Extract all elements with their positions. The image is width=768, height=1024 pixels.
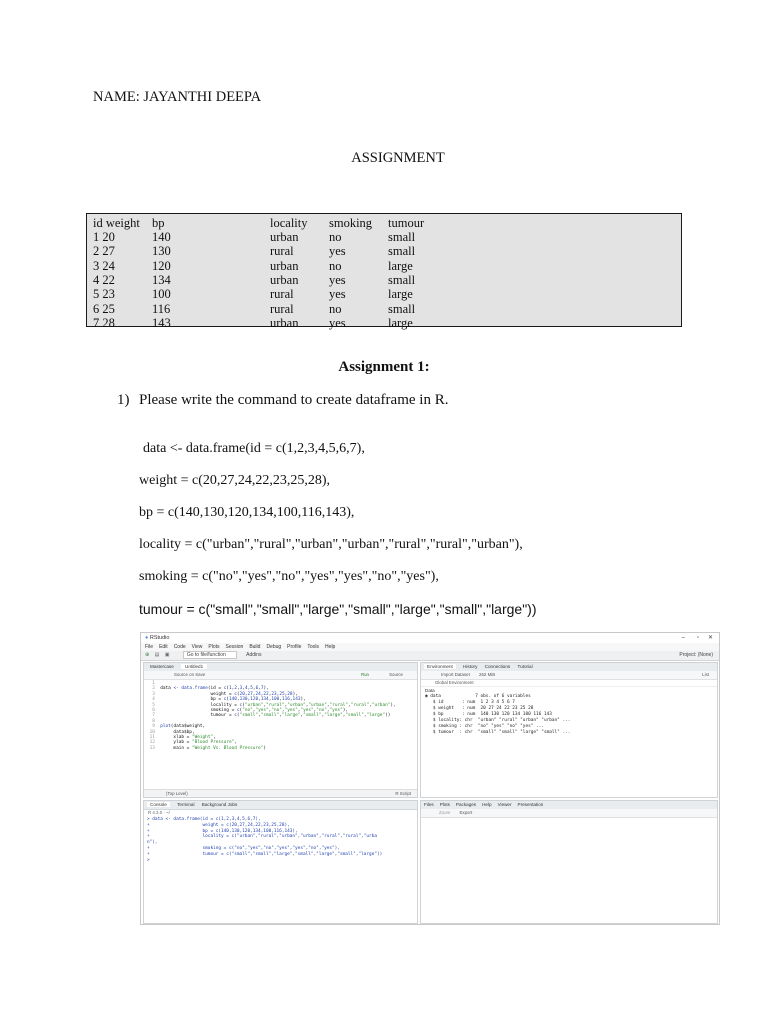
table-cell-bp: 120 — [152, 258, 171, 273]
table-cell-id-weight: 3 24 — [93, 258, 115, 273]
console-line: + locality = c("urban","rural","urban","urban","rural","rural","urba — [147, 834, 377, 840]
console-tabs — [144, 801, 417, 810]
console-line: n"), — [147, 840, 158, 846]
menu-item-debug[interactable]: Debug — [266, 644, 282, 650]
environment-object[interactable]: ◉ data 7 obs. of 6 variables — [425, 694, 531, 699]
environment-variable: $ bp : num 140 130 120 134 100 116 143 — [425, 712, 552, 717]
tab-history[interactable]: History — [463, 664, 478, 669]
editor-line: 4 bp = c(140,130,120,134,100,116,143), — [147, 697, 306, 703]
table-cell-id-weight: 2 27 — [93, 244, 115, 259]
table-cell-smoking: yes — [329, 287, 346, 302]
close-icon[interactable]: ✕ — [707, 635, 713, 641]
menu-item-build[interactable]: Build — [249, 644, 261, 650]
tab-mastercase[interactable]: Mastercase — [150, 664, 174, 669]
menu-item-code[interactable]: Code — [173, 644, 186, 650]
code-line-3: bp = c(140,130,120,134,100,116,143), — [139, 505, 355, 520]
question-1 — [117, 392, 448, 409]
console-line: > data <- data.frame(id = c(1,2,3,4,5,6,7), — [147, 817, 261, 822]
table-cell-tumour: small — [388, 244, 416, 259]
environment-variable: $ locality: chr "urban" "rural" "urban" "urban" ... — [425, 718, 571, 723]
minimize-icon[interactable]: – — [681, 635, 685, 641]
maximize-icon[interactable]: ▫ — [696, 635, 699, 641]
line-number: 6 — [147, 708, 161, 713]
table-cell-tumour: small — [388, 230, 416, 244]
code-line-6: tumour = c("small","small","large","small","large","small","large")) — [139, 601, 537, 617]
table-cell-locality: urban — [270, 258, 299, 273]
line-number: 9 — [147, 724, 161, 730]
editor-line: 3 weight = c(20,27,24,22,23,25,28), — [147, 691, 298, 697]
console-line: + weight = c(20,27,24,22,23,25,28), — [147, 822, 290, 828]
assignment-heading: ASSIGNMENT — [351, 150, 445, 166]
table-cell-tumour: large — [388, 315, 413, 330]
menu-item-session[interactable]: Session — [225, 644, 244, 650]
rstudio-logo-icon: ● — [145, 635, 149, 641]
source-button[interactable]: Source — [389, 672, 403, 677]
tab-help[interactable]: Help — [482, 802, 492, 807]
table-cell-smoking: yes — [329, 315, 346, 330]
menu-item-help[interactable]: Help — [325, 644, 336, 650]
open-file-icon[interactable]: ▤ — [154, 652, 160, 658]
table-cell-tumour: small — [388, 272, 416, 287]
tab-connections[interactable]: Connections — [484, 664, 511, 669]
go-to-file-input[interactable]: Go to file/function — [183, 651, 237, 659]
editor-line: 6 smoking = c("no","yes","no","yes","yes","no","yes"), — [147, 708, 349, 713]
table-cell-bp: 100 — [152, 287, 171, 302]
rstudio-titlebar — [141, 633, 719, 643]
code-line-4: locality = c("urban","rural","urban","urban","rural","rural","urban"), — [139, 537, 523, 552]
editor-line: 13 main = "Weight Vs. Blood Pressure") — [147, 745, 266, 751]
table-cell-tumour: large — [388, 258, 413, 273]
table-cell-locality: urban — [270, 272, 299, 287]
editor-line: 9 plot(data$weight, — [147, 724, 206, 730]
line-number: 10 — [147, 729, 161, 735]
rstudio-screenshot — [140, 632, 720, 925]
global-environment-dropdown[interactable]: Global Environment — [435, 680, 474, 685]
console-line: + bp = c(140,130,120,134,100,116,143), — [147, 828, 298, 834]
col-header-locality: locality — [270, 216, 308, 230]
line-number: 13 — [147, 745, 161, 751]
editor-line: 12 ylab = "Blood Pressure", — [147, 740, 237, 746]
table-cell-id-weight: 6 25 — [93, 301, 115, 316]
table-cell-locality: urban — [270, 230, 299, 244]
editor-statusbar — [144, 789, 417, 797]
console-line: + smoking = c("no","yes","no","yes","yes","no","yes"), — [147, 846, 340, 851]
table-cell-id-weight: 1 20 — [93, 230, 115, 244]
menu-item-file[interactable]: File — [145, 644, 154, 650]
console-line: + tumour = c("small","small","large","small","large","small","large")) — [147, 851, 383, 857]
environment-pane — [420, 662, 718, 798]
tab-files[interactable]: Files — [424, 802, 434, 807]
environment-scope-bar — [421, 679, 717, 687]
tab-console[interactable]: Console — [147, 802, 170, 807]
environment-variable: $ id : num 1 2 3 4 5 6 7 — [425, 700, 515, 705]
environment-section-data: Data — [425, 688, 435, 693]
import-dataset-button[interactable]: Import Dataset — [441, 672, 470, 677]
memory-usage[interactable]: 262 MiB — [479, 672, 496, 677]
table-cell-tumour: small — [388, 301, 416, 316]
tab-viewer[interactable]: Viewer — [497, 802, 512, 807]
col-header-smoking: smoking — [329, 216, 373, 230]
save-icon[interactable]: ▣ — [164, 652, 170, 658]
code-line-2: weight = c(20,27,24,22,23,25,28), — [139, 473, 331, 488]
col-header-bp: bp — [152, 216, 165, 230]
table-cell-id-weight: 7 28 — [93, 315, 115, 330]
tab-background-jobs[interactable]: Background Jobs — [201, 802, 238, 807]
menu-item-edit[interactable]: Edit — [159, 644, 168, 650]
tab-tutorial[interactable]: Tutorial — [517, 664, 533, 669]
line-number: 7 — [147, 713, 161, 719]
project-menu[interactable]: Project: (None) — [679, 652, 713, 658]
new-file-icon[interactable]: ⊕ — [145, 652, 150, 658]
table-cell-smoking: yes — [329, 244, 346, 259]
files-pane — [420, 800, 718, 924]
table-cell-locality: rural — [270, 244, 294, 259]
table-cell-smoking: no — [329, 258, 342, 273]
environment-variable: $ weight : num 20 27 24 22 23 25 28 — [425, 706, 534, 711]
table-cell-tumour: large — [388, 287, 413, 302]
data-table — [86, 213, 682, 330]
line-number: 1 — [147, 681, 161, 686]
table-cell-smoking: no — [329, 230, 342, 244]
source-on-save-checkbox[interactable]: Source on Save — [174, 672, 206, 677]
plots-toolbar — [421, 809, 717, 818]
tab-packages[interactable]: Packages — [455, 802, 477, 807]
editor-line: 2 data <- data.frame(id = c(1,2,3,4,5,6,7), — [147, 686, 269, 692]
run-button[interactable]: Run — [360, 672, 369, 677]
col-header-tumour: tumour — [388, 216, 425, 230]
list-view-toggle[interactable]: List — [702, 672, 709, 677]
console-pane — [143, 800, 418, 924]
table-cell-bp: 134 — [152, 272, 171, 287]
table-cell-id-weight: 5 23 — [93, 287, 115, 302]
table-cell-bp: 116 — [152, 301, 171, 316]
rstudio-toolbar — [141, 651, 719, 661]
line-number: 8 — [147, 718, 161, 724]
rstudio-menubar — [141, 643, 719, 651]
table-cell-smoking: yes — [329, 272, 346, 287]
export-button[interactable]: Export — [459, 810, 473, 815]
line-number: 2 — [147, 686, 161, 692]
tab-plots[interactable]: Plots — [439, 802, 450, 807]
editor-line: 5 locality = c("urban","rural","urban","urban","rural","rural","urban"), — [147, 702, 396, 708]
editor-scope: (Top Level) — [166, 791, 188, 796]
editor-line: 11 xlab = "Weight", — [147, 735, 216, 740]
line-number: 3 — [147, 691, 161, 697]
question-text: Please write the command to create dataframe in R. — [139, 392, 449, 408]
assignment-1-title: Assignment 1: — [338, 359, 430, 375]
tab-presentation[interactable]: Presentation — [517, 802, 544, 807]
col-header-id-weight: id weight — [93, 216, 140, 230]
editor-line: 10 data$bp, — [147, 729, 195, 735]
addins-menu[interactable]: Addins — [246, 652, 262, 658]
source-editor-pane — [143, 662, 418, 798]
tab-untitled1[interactable]: Untitled1 — [181, 664, 207, 669]
environment-variable: $ smoking : chr "no" "yes" "no" "yes" ... — [425, 724, 544, 729]
table-cell-smoking: no — [329, 301, 342, 316]
table-cell-locality: urban — [270, 315, 299, 330]
table-cell-locality: rural — [270, 287, 294, 302]
menu-item-plots[interactable]: Plots — [208, 644, 220, 650]
student-name: NAME: JAYANTHI DEEPA — [93, 89, 262, 105]
console-path: R 4.3.0 · ~/ — [148, 810, 170, 815]
line-number: 4 — [147, 697, 161, 703]
table-cell-id-weight: 4 22 — [93, 272, 115, 287]
menu-item-tools[interactable]: Tools — [307, 644, 320, 650]
table-cell-bp: 130 — [152, 244, 171, 259]
question-number: 1) — [117, 392, 130, 408]
table-cell-bp: 140 — [152, 230, 171, 244]
table-cell-locality: rural — [270, 301, 294, 316]
editor-toolbar — [144, 671, 417, 680]
line-number: 5 — [147, 702, 161, 708]
code-line-1: data <- data.frame(id = c(1,2,3,4,5,6,7), — [143, 441, 365, 456]
code-line-5: smoking = c("no","yes","no","yes","yes","no","yes"), — [139, 569, 439, 584]
menu-item-view[interactable]: View — [191, 644, 203, 650]
line-number: 11 — [147, 735, 161, 740]
tab-terminal[interactable]: Terminal — [177, 802, 195, 807]
console-line: > — [147, 857, 153, 863]
tab-environment[interactable]: Environment — [424, 664, 456, 669]
editor-filetype[interactable]: R Script — [395, 791, 411, 796]
line-number: 12 — [147, 740, 161, 746]
zoom-button[interactable]: Zoom — [439, 810, 451, 815]
environment-variable: $ tumour : chr "small" "small" "large" "small" ... — [425, 730, 571, 735]
menu-item-profile[interactable]: Profile — [287, 644, 302, 650]
window-title: RStudio — [149, 635, 170, 641]
editor-line: 7 tumour = c("small","small","large","small","large","small","large")) — [147, 713, 391, 719]
table-cell-bp: 143 — [152, 315, 171, 330]
